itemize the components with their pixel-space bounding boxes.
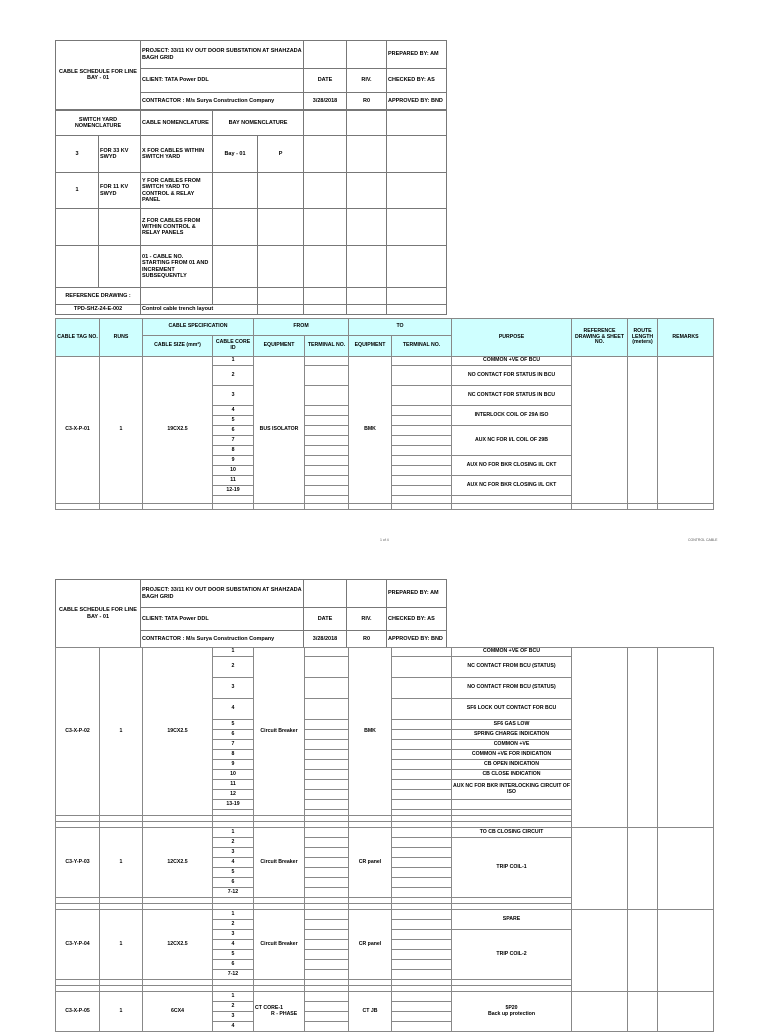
cable-size: 19CX2.5 — [143, 648, 213, 816]
date-value: 3/28/2018 — [304, 93, 347, 110]
cable-nomenclature-z: Z FOR CABLES FROM WITHIN CONTROL & RELAY PANELS — [141, 209, 213, 246]
cable-tag: C3-X-P-01 — [56, 357, 100, 504]
core-id: 7-12 — [213, 888, 254, 898]
prepared-by: PREPARED BY: AM — [387, 580, 447, 608]
cable-size: 12CX2.5 — [143, 828, 213, 898]
core-id: 2 — [213, 657, 254, 678]
cable-tag: C3-X-P-05 — [56, 992, 100, 1032]
checked-by: CHECKED BY: AS — [387, 69, 447, 93]
core-id: 9 — [213, 760, 254, 770]
core-id: 1 — [213, 992, 254, 1002]
core-id: 5 — [213, 416, 254, 426]
bay-name: Bay - 01 — [213, 136, 258, 173]
contractor-name: CONTRACTOR : M/s Surya Construction Company — [141, 93, 304, 110]
bay-nomenclature-heading: BAY NOMENCLATURE — [213, 111, 304, 136]
cable-table-2 — [55, 647, 714, 1032]
contractor-name: CONTRACTOR : M/s Surya Construction Company — [141, 631, 304, 648]
rev-value: R0 — [347, 93, 387, 110]
purpose — [452, 992, 572, 1032]
core-id: 2 — [213, 920, 254, 930]
cable-nomenclature-heading: CABLE NOMENCLATURE — [141, 111, 213, 136]
core-id: 6 — [213, 730, 254, 740]
to-equipment: CT JB — [349, 992, 392, 1032]
purpose: INTERLOCK COIL OF 29A ISO — [452, 406, 572, 426]
purpose: TRIP COIL-2 — [452, 930, 572, 980]
approved-by: APPROVED BY: BND — [387, 631, 447, 648]
cable-size: 6CX4 — [143, 992, 213, 1032]
core-id: 2 — [213, 1002, 254, 1012]
cable-schedule-title: CABLE SCHEDULE FOR LINE BAY - 01 — [56, 580, 141, 648]
purpose: CB CLOSE INDICATION — [452, 770, 572, 780]
core-id: 5 — [213, 868, 254, 878]
page-footer-label: CONTROL CABLE — [688, 538, 718, 542]
core-id: 1 — [213, 910, 254, 920]
ct-core: CT CORE-1 — [255, 1004, 283, 1011]
core-id: 11 — [213, 780, 254, 790]
core-id: 1 — [213, 828, 254, 838]
to-equipment: CR panel — [349, 910, 392, 980]
from-equipment: Circuit Breaker — [254, 910, 305, 980]
to-equipment: BMK — [349, 357, 392, 504]
switch-yard-heading: SWITCH YARD NOMENCLATURE — [56, 111, 141, 136]
purpose: AUX NC FOR I/L COIL OF 29B — [452, 426, 572, 456]
cable-runs: 1 — [100, 992, 143, 1032]
col-from-terminal: TERMINAL NO. — [305, 336, 349, 357]
nomenclature-number: 3 — [56, 136, 99, 173]
col-from: FROM — [254, 319, 349, 336]
core-id: 7 — [213, 740, 254, 750]
core-id: 5 — [213, 950, 254, 960]
purpose: AUX NC FOR BKR INTERLOCKING CIRCUIT OF ISO — [452, 780, 572, 800]
date-value: 3/28/2018 — [304, 631, 347, 648]
purpose: AUX NC FOR BKR CLOSING I/L CKT — [452, 476, 572, 496]
core-id: 3 — [213, 386, 254, 406]
core-id: 10 — [213, 770, 254, 780]
header-block-2 — [55, 579, 447, 648]
purpose: TO CB CLOSING CIRCUIT — [452, 828, 572, 838]
cable-schedule-title: CABLE SCHEDULE FOR LINE BAY - 01 — [56, 41, 141, 110]
col-cable-tag: CABLE TAG NO. — [56, 319, 100, 357]
cable-runs: 1 — [100, 910, 143, 980]
core-id: 3 — [213, 1012, 254, 1022]
reference-drawing-title: Control cable trench layout — [141, 305, 258, 315]
nomenclature-number: 1 — [56, 173, 99, 209]
rev-label: RIV. — [347, 69, 387, 93]
core-id: 4 — [213, 940, 254, 950]
col-cable-spec: CABLE SPECIFICATION — [143, 319, 254, 336]
core-id: 4 — [213, 406, 254, 416]
page-number: 1 of 4 — [380, 538, 389, 542]
core-id: 12 — [213, 790, 254, 800]
cable-runs: 1 — [100, 648, 143, 816]
core-id: 12-19 — [213, 486, 254, 496]
purpose: SPRING CHARGE INDICATION — [452, 730, 572, 740]
cable-nomenclature-y: Y FOR CABLES FROM SWITCH YARD TO CONTROL & RELAY PANEL — [141, 173, 213, 209]
col-to: TO — [349, 319, 452, 336]
to-equipment: CR panel — [349, 828, 392, 898]
core-id: 2 — [213, 366, 254, 386]
bay-code: P — [258, 136, 304, 173]
col-runs: RUNS — [100, 319, 143, 357]
cable-nomenclature-x: X FOR CABLES WITHIN SWITCH YARD — [141, 136, 213, 173]
project-name: PROJECT: 33/11 KV OUT DOOR SUBSTATION AT SHAHZADA BAGH GRID — [141, 41, 304, 69]
cable-numbering-rule: 01 - CABLE NO. STARTING FROM 01 AND INCREMENT SUBSEQUENTLY — [141, 246, 213, 288]
core-id: 4 — [213, 699, 254, 720]
col-from-equipment: EQUIPMENT — [254, 336, 305, 357]
reference-drawing-no: TPD-SHZ-24-E-002 — [56, 305, 141, 315]
reference-drawing-label: REFERENCE DRAWING : — [56, 288, 141, 305]
col-to-equipment: EQUIPMENT — [349, 336, 392, 357]
core-id: 3 — [213, 848, 254, 858]
ct-phase: R - PHASE — [271, 1010, 298, 1017]
core-id: 8 — [213, 750, 254, 760]
purpose: COMMON +VE FOR INDICATION — [452, 750, 572, 760]
col-remarks: REMARKS — [658, 319, 714, 357]
date-label: DATE — [304, 608, 347, 631]
client-name: CLIENT: TATA Power DDL — [141, 69, 304, 93]
cable-runs: 1 — [100, 357, 143, 504]
col-cable-size: CABLE SIZE (mm²) — [143, 336, 213, 357]
cable-size: 19CX2.5 — [143, 357, 213, 504]
approved-by: APPROVED BY: BND — [387, 93, 447, 110]
core-id: 8 — [213, 446, 254, 456]
purpose: NO CONTACT FROM BCU (STATUS) — [452, 678, 572, 699]
core-id: 3 — [213, 930, 254, 940]
col-core-id: CABLE CORE ID — [213, 336, 254, 357]
client-name: CLIENT: TATA Power DDL — [141, 608, 304, 631]
nomenclature-desc: FOR 11 KV SWYD — [99, 173, 141, 209]
purpose: COMMON +VE OF BCU — [452, 648, 572, 657]
purpose: COMMON +VE — [452, 740, 572, 750]
purpose: CB OPEN INDICATION — [452, 760, 572, 770]
purpose-sub: Back up protection — [488, 1010, 535, 1017]
purpose: NO CONTACT FOR STATUS IN BCU — [452, 366, 572, 386]
from-equipment: Circuit Breaker — [254, 828, 305, 898]
purpose: COMMON +VE OF BCU — [452, 357, 572, 366]
purpose: SF6 LOCK OUT CONTACT FOR BCU — [452, 699, 572, 720]
from-equipment: BUS ISOLATOR — [254, 357, 305, 504]
core-id: 3 — [213, 678, 254, 699]
core-id: 13-19 — [213, 800, 254, 810]
core-id: 7-12 — [213, 970, 254, 980]
core-id: 7 — [213, 436, 254, 446]
rev-label: RIV. — [347, 608, 387, 631]
core-id: 5 — [213, 720, 254, 730]
core-id: 2 — [213, 838, 254, 848]
core-id: 9 — [213, 456, 254, 466]
core-id: 1 — [213, 648, 254, 657]
purpose: AUX NO FOR BKR CLOSING I/L CKT — [452, 456, 572, 476]
rev-value: R0 — [347, 631, 387, 648]
project-name: PROJECT: 33/11 KV OUT DOOR SUBSTATION AT SHAHZADA BAGH GRID — [141, 580, 304, 608]
checked-by: CHECKED BY: AS — [387, 608, 447, 631]
cable-tag: C3-Y-P-04 — [56, 910, 100, 980]
core-id: 1 — [213, 357, 254, 366]
purpose: TRIP COIL-1 — [452, 838, 572, 898]
core-id: 6 — [213, 426, 254, 436]
purpose: SPARE — [452, 910, 572, 930]
cable-tag: C3-Y-P-03 — [56, 828, 100, 898]
from-equipment — [254, 992, 305, 1032]
cable-tag: C3-X-P-02 — [56, 648, 100, 816]
col-purpose: PURPOSE — [452, 319, 572, 357]
col-to-terminal: TERMINAL NO. — [392, 336, 452, 357]
purpose: SF6 GAS LOW — [452, 720, 572, 730]
cable-size: 12CX2.5 — [143, 910, 213, 980]
from-equipment: Circuit Breaker — [254, 648, 305, 816]
purpose-class: 5P20 — [505, 1004, 518, 1011]
core-id: 4 — [213, 858, 254, 868]
purpose: NC CONTACT FROM BCU (STATUS) — [452, 657, 572, 678]
core-id: 6 — [213, 878, 254, 888]
prepared-by: PREPARED BY: AM — [387, 41, 447, 69]
core-id: 11 — [213, 476, 254, 486]
core-id: 10 — [213, 466, 254, 476]
to-equipment: BMK — [349, 648, 392, 816]
date-label: DATE — [304, 69, 347, 93]
col-reference: REFERENCE DRAWING & SHEET NO. — [572, 319, 628, 357]
core-id: 6 — [213, 960, 254, 970]
core-id: 4 — [213, 1022, 254, 1032]
nomenclature-desc: FOR 33 KV SWYD — [99, 136, 141, 173]
col-route-length: ROUTE LENGTH (meters) — [628, 319, 658, 357]
cable-runs: 1 — [100, 828, 143, 898]
purpose: NC CONTACT FOR STATUS IN BCU — [452, 386, 572, 406]
